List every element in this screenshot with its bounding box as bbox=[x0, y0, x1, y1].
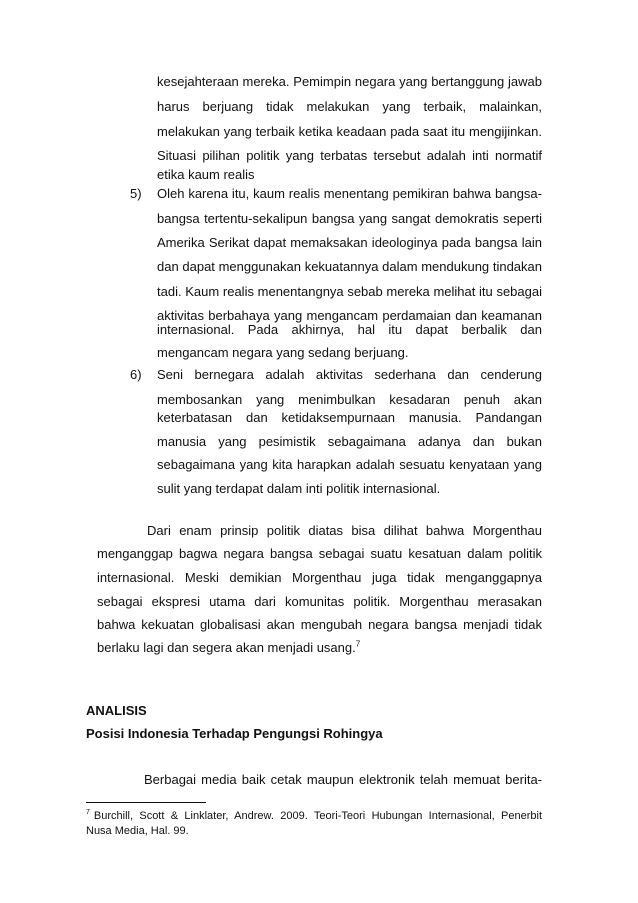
list-item-line: keterbatasan dan ketidaksempurnaan manusia. Pandangan bbox=[157, 410, 542, 425]
list-item-line: sulit yang terdapat dalam inti politik internasional. bbox=[157, 481, 441, 496]
list-item-line: Seni bernegara adalah aktivitas sederhana dan cenderung bbox=[157, 367, 542, 382]
list-item-number: 6) bbox=[130, 367, 142, 382]
paragraph-line-text: berlaku lagi dan segera akan menjadi usang. bbox=[97, 640, 356, 655]
paragraph-last-line bbox=[97, 640, 360, 656]
paragraph-line: Dari enam prinsip politik diatas bisa dilihat bahwa Morgenthau bbox=[147, 523, 542, 538]
footnote-mark: 7 bbox=[86, 809, 90, 817]
paragraph-line: bahwa kekuatan globalisasi akan mengubah negara bangsa menjadi tidak bbox=[97, 617, 542, 632]
footnote-text: Burchill, Scott & Linklater, Andrew. 2009. Teori-Teori Hubungan Internasional, Penerbit bbox=[93, 810, 542, 822]
list-item-line: dan dapat menggunakan kekuatannya dalam mendukung tindakan bbox=[157, 259, 542, 274]
paragraph-line: menganggap bagwa negara bangsa sebagai suatu kesatuan dalam politik bbox=[97, 546, 542, 561]
body-paragraph-line: Berbagai media baik cetak maupun elektronik telah memuat berita- bbox=[144, 772, 542, 787]
list-continuation-line: etika kaum realis bbox=[157, 167, 255, 182]
list-continuation-line: melakukan yang terbaik ketika keadaan pada saat itu mengijinkan. bbox=[157, 124, 542, 139]
footnote-reference: 7 bbox=[355, 639, 361, 649]
footnote-line bbox=[86, 809, 542, 823]
list-item-line: Oleh karena itu, kaum realis menentang pemikiran bahwa bangsa- bbox=[157, 186, 542, 201]
footnote-line: Nusa Media, Hal. 99. bbox=[86, 825, 189, 837]
list-continuation-line: harus berjuang tidak melakukan yang terbaik, malainkan, bbox=[157, 99, 542, 114]
list-continuation-line: kesejahteraan mereka. Pemimpin negara yang bertanggung jawab bbox=[157, 74, 542, 89]
footnote-separator bbox=[86, 802, 206, 803]
list-item-line: tadi. Kaum realis menentangnya sebab mereka melihat itu sebagai bbox=[157, 284, 542, 299]
list-item-line: bangsa tertentu-sekalipun bangsa yang sangat demokratis seperti bbox=[157, 211, 542, 226]
list-item-number: 5) bbox=[130, 186, 142, 201]
list-item-line: membosankan yang menimbulkan kesadaran penuh akan bbox=[157, 392, 542, 407]
list-item-line: Amerika Serikat dapat memaksakan ideologinya pada bangsa lain bbox=[157, 235, 542, 250]
list-continuation-line: Situasi pilihan politik yang terbatas tersebut adalah inti normatif bbox=[157, 148, 542, 163]
list-item-line: mengancam negara yang sedang berjuang. bbox=[157, 345, 409, 360]
list-item-line: aktivitas berbahaya yang mengancam perdamaian dan keamanan bbox=[157, 308, 542, 323]
list-item-line: sebagaimana yang kita harapkan adalah sesuatu kenyataan yang bbox=[157, 457, 542, 472]
list-item-line: internasional. Pada akhirnya, hal itu dapat berbalik dan bbox=[157, 322, 542, 337]
paragraph-line: sebagai ekspresi utama dari komunitas politik. Morgenthau merasakan bbox=[97, 594, 542, 609]
paragraph-line: internasional. Meski demikian Morgenthau juga tidak menganggapnya bbox=[97, 570, 542, 585]
list-item-line: manusia yang pesimistik sebagaimana adanya dan bukan bbox=[157, 434, 542, 449]
section-heading: ANALISIS bbox=[86, 703, 147, 718]
subsection-heading: Posisi Indonesia Terhadap Pengungsi Rohingya bbox=[86, 726, 383, 741]
